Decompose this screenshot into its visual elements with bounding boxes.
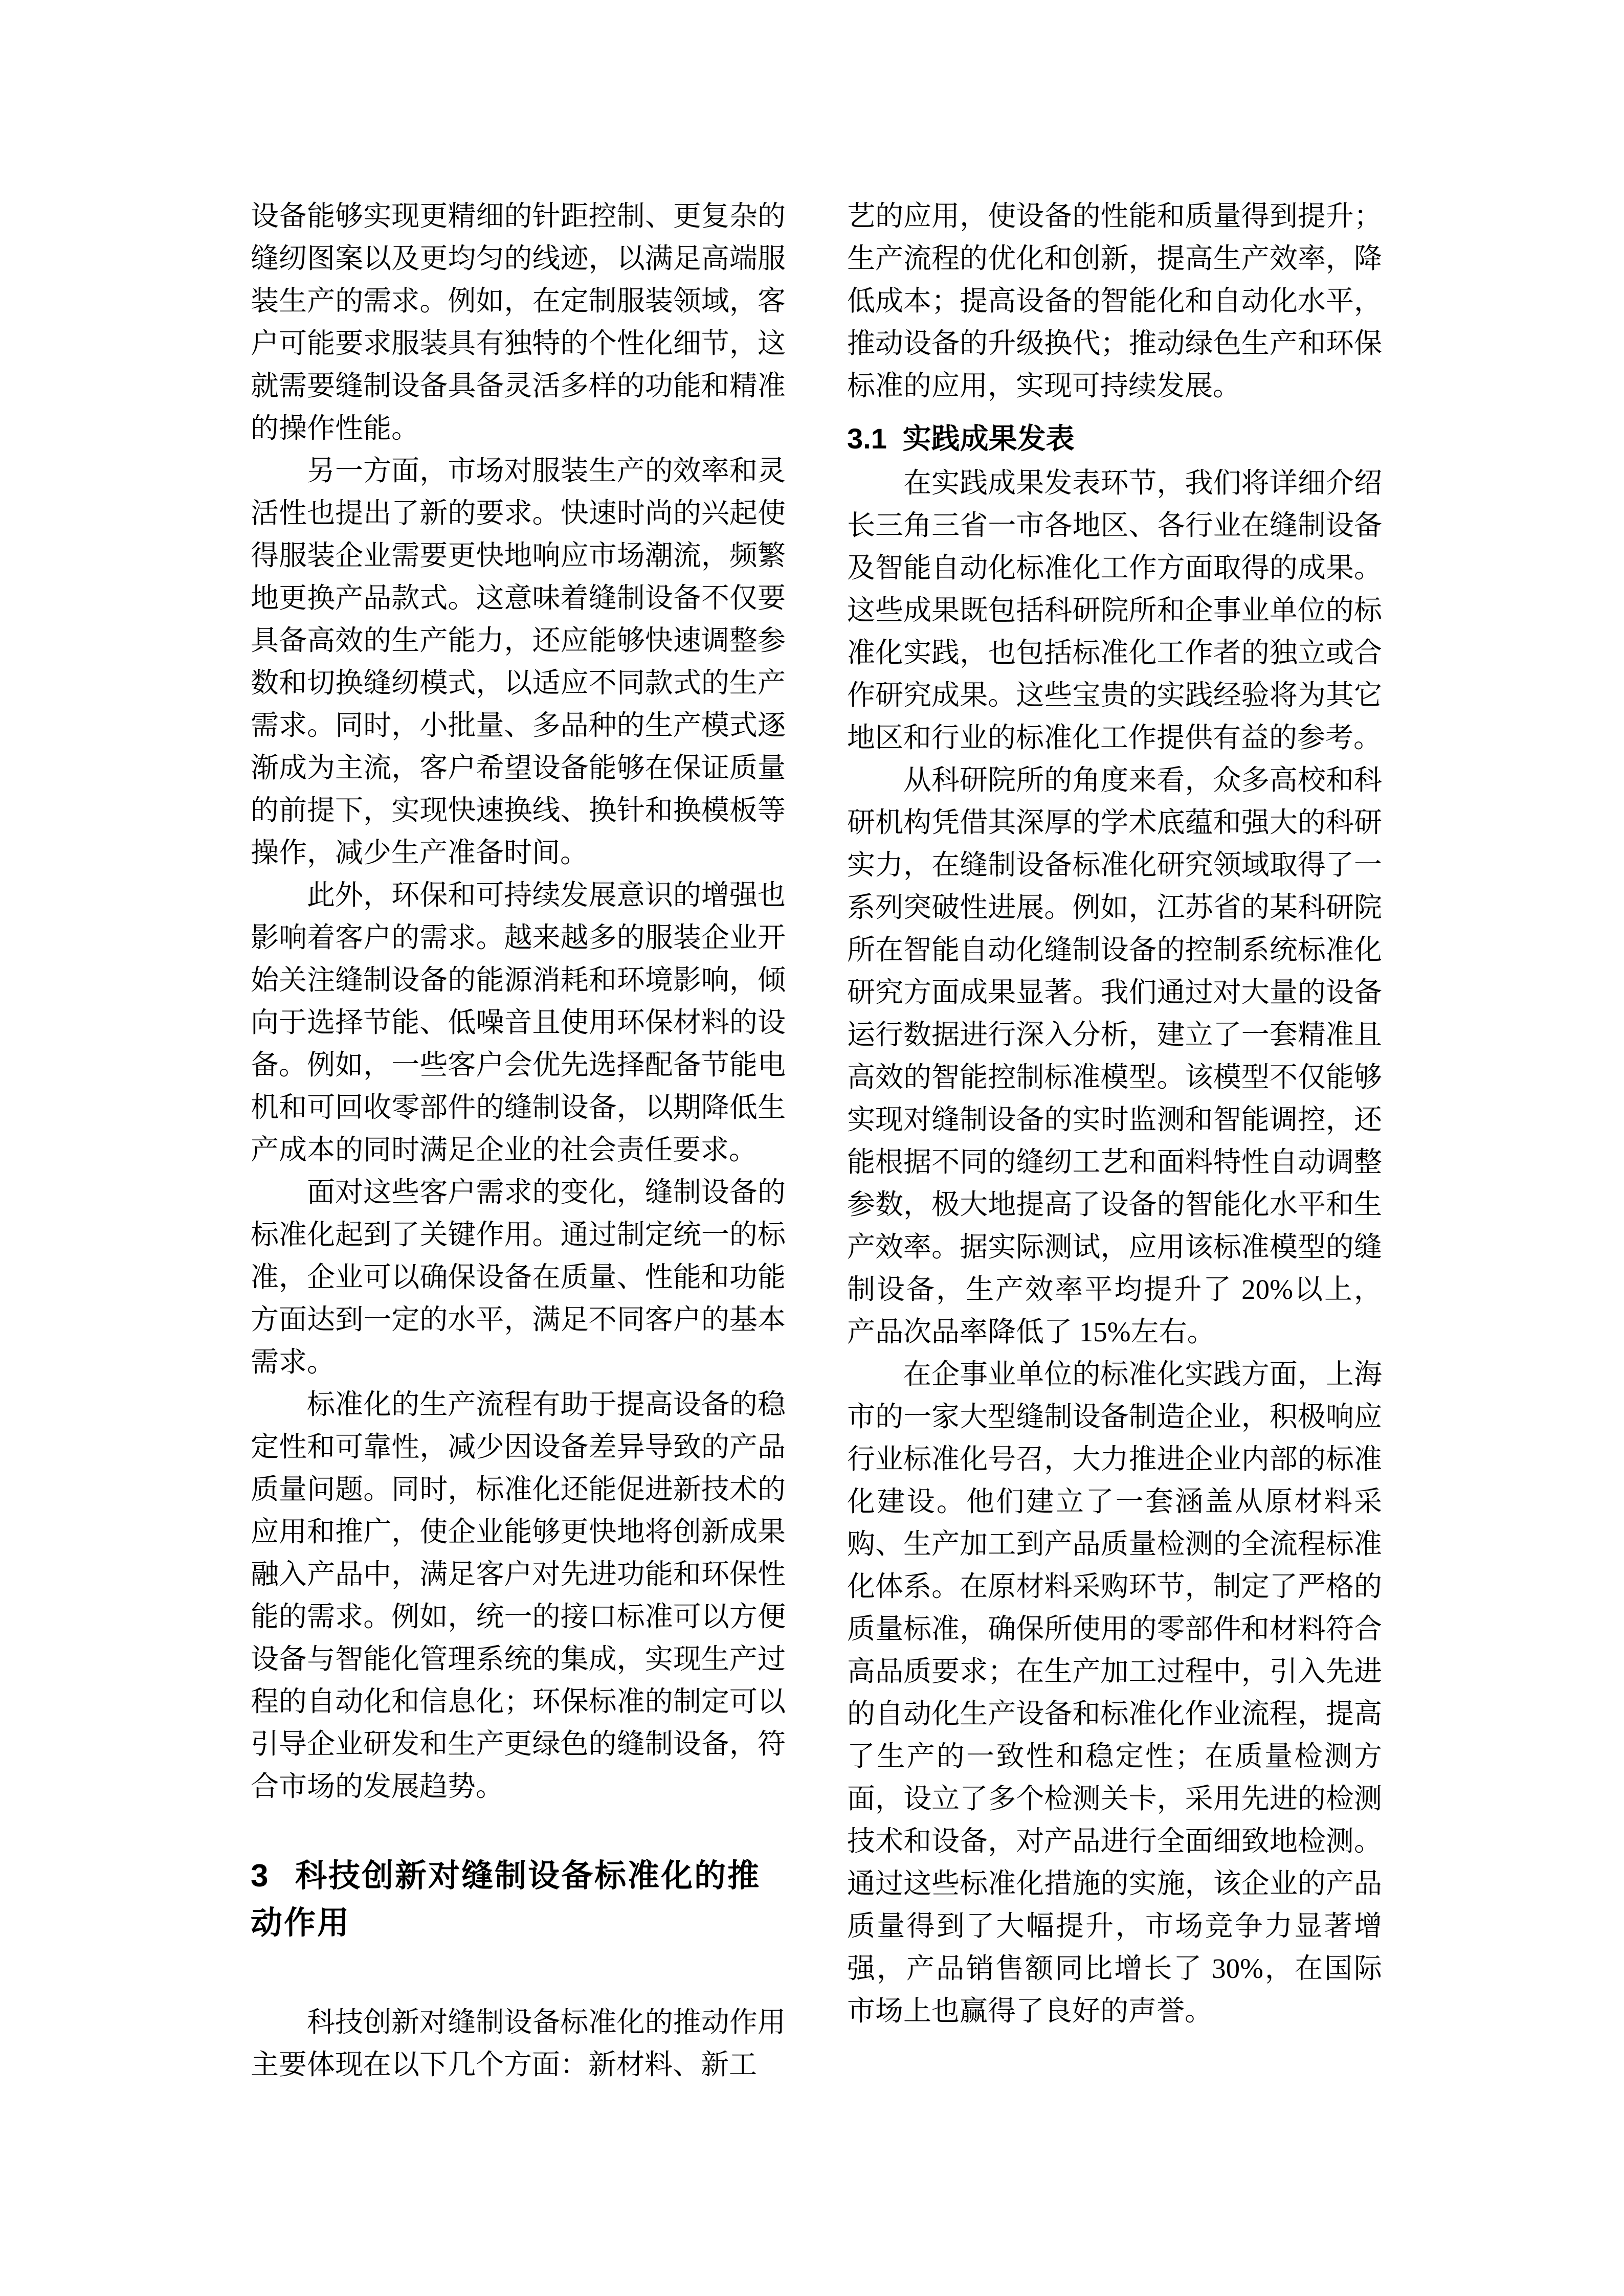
paragraph: 此外，环保和可持续发展意识的增强也影响着客户的需求。越来越多的服装企业开始关注缝制设备的能源消耗和环境影响，倾向于选择节能、低噪音且使用环保材料的设备。例如，一些客户会优先选择配备节能电机和可回收零部件的缝制设备，以期降低生产成本的同时满足企业的社会责任要求。 bbox=[251, 880, 786, 1165]
section-heading bbox=[251, 1853, 767, 1947]
paragraph: 艺的应用，使设备的性能和质量得到提升；生产流程的优化和创新，提高生产效率，降低成本；提高设备的智能化和自动化水平，推动设备的升级换代；推动绿色生产和环保标准的应用，实现可持续发展。 bbox=[847, 200, 1382, 401]
paragraph: 科技创新对缝制设备标准化的推动作用主要体现在以下几个方面：新材料、新工 bbox=[251, 2007, 786, 2080]
right-column bbox=[847, 195, 1382, 2032]
subsection-number: 3.1 bbox=[847, 422, 887, 455]
left-column bbox=[251, 195, 786, 2086]
paragraph: 设备能够实现更精细的针距控制、更复杂的缝纫图案以及更均匀的线迹，以满足高端服装生产的需求。例如，在定制服装领域，客户可能要求服装具有独特的个性化细节，这就需要缝制设备具备灵活多样的功能和精准的操作性能。 bbox=[251, 200, 786, 444]
subsection-heading bbox=[847, 417, 1382, 460]
subsection-title: 实践成果发表 bbox=[902, 422, 1075, 455]
paragraph: 标准化的生产流程有助于提高设备的稳定性和可靠性，减少因设备差异导致的产品质量问题。同时，标准化还能促进新技术的应用和推广，使企业能够更快地将创新成果融入产品中，满足客户对先进功能和环保性能的需求。例如，统一的接口标准可以方便设备与智能化管理系统的集成，实现生产过程的自动化和信息化；环保标准的制定可以引导企业研发和生产更绿色的缝制设备，符合市场的发展趋势。 bbox=[251, 1389, 786, 1802]
section-title: 科技创新对缝制设备标准化的推动作用 bbox=[251, 1858, 761, 1941]
paragraph: 在企事业单位的标准化实践方面，上海市的一家大型缝制设备制造企业，积极响应行业标准化号召，大力推进企业内部的标准化建设。他们建立了一套涵盖从原材料采购、生产加工到产品质量检测的全流程标准化体系。在原材料采购环节，制定了严格的质量标准，确保所使用的零部件和材料符合高品质要求；在生产加工过程中，引入先进的自动化生产设备和标准化作业流程，提高了生产的一致性和稳定性；在质量检测方面，设立了多个检测关卡，采用先进的检测技术和设备，对产品进行全面细致地检测。通过这些标准化措施的实施，该企业的产品质量得到了大幅提升，市场竞争力显著增强，产品销售额同比增长了 30%，在国际市场上也赢得了良好的声誉。 bbox=[847, 1359, 1382, 2027]
paragraph: 从科研院所的角度来看，众多高校和科研机构凭借其深厚的学术底蕴和强大的科研实力，在缝制设备标准化研究领域取得了一系列突破性进展。例如，江苏省的某科研院所在智能自动化缝制设备的控制系统标准化研究方面成果显著。我们通过对大量的设备运行数据进行深入分析，建立了一套精准且高效的智能控制标准模型。该模型不仅能够实现对缝制设备的实时监测和智能调控，还能根据不同的缝纫工艺和面料特性自动调整参数，极大地提高了设备的智能化水平和生产效率。据实际测试，应用该标准模型的缝制设备，生产效率平均提升了 20%以上，产品次品率降低了 15%左右。 bbox=[847, 764, 1382, 1347]
paragraph: 面对这些客户需求的变化，缝制设备的标准化起到了关键作用。通过制定统一的标准，企业可以确保设备在质量、性能和功能方面达到一定的水平，满足不同客户的基本需求。 bbox=[251, 1177, 786, 1378]
section-number: 3 bbox=[251, 1858, 269, 1894]
paragraph: 另一方面，市场对服装生产的效率和灵活性也提出了新的要求。快速时尚的兴起使得服装企业需要更快地响应市场潮流，频繁地更换产品款式。这意味着缝制设备不仅要具备高效的生产能力，还应能够快速调整参数和切换缝纫模式，以适应不同款式的生产需求。同时，小批量、多品种的生产模式逐渐成为主流，客户希望设备能够在保证质量的前提下，实现快速换线、换针和换模板等操作，减少生产准备时间。 bbox=[251, 455, 786, 868]
paragraph: 在实践成果发表环节，我们将详细介绍长三角三省一市各地区、各行业在缝制设备及智能自动化标准化工作方面取得的成果。这些成果既包括科研院所和企事业单位的标准化实践，也包括标准化工作者的独立或合作研究成果。这些宝贵的实践经验将为其它地区和行业的标准化工作提供有益的参考。 bbox=[847, 467, 1382, 753]
